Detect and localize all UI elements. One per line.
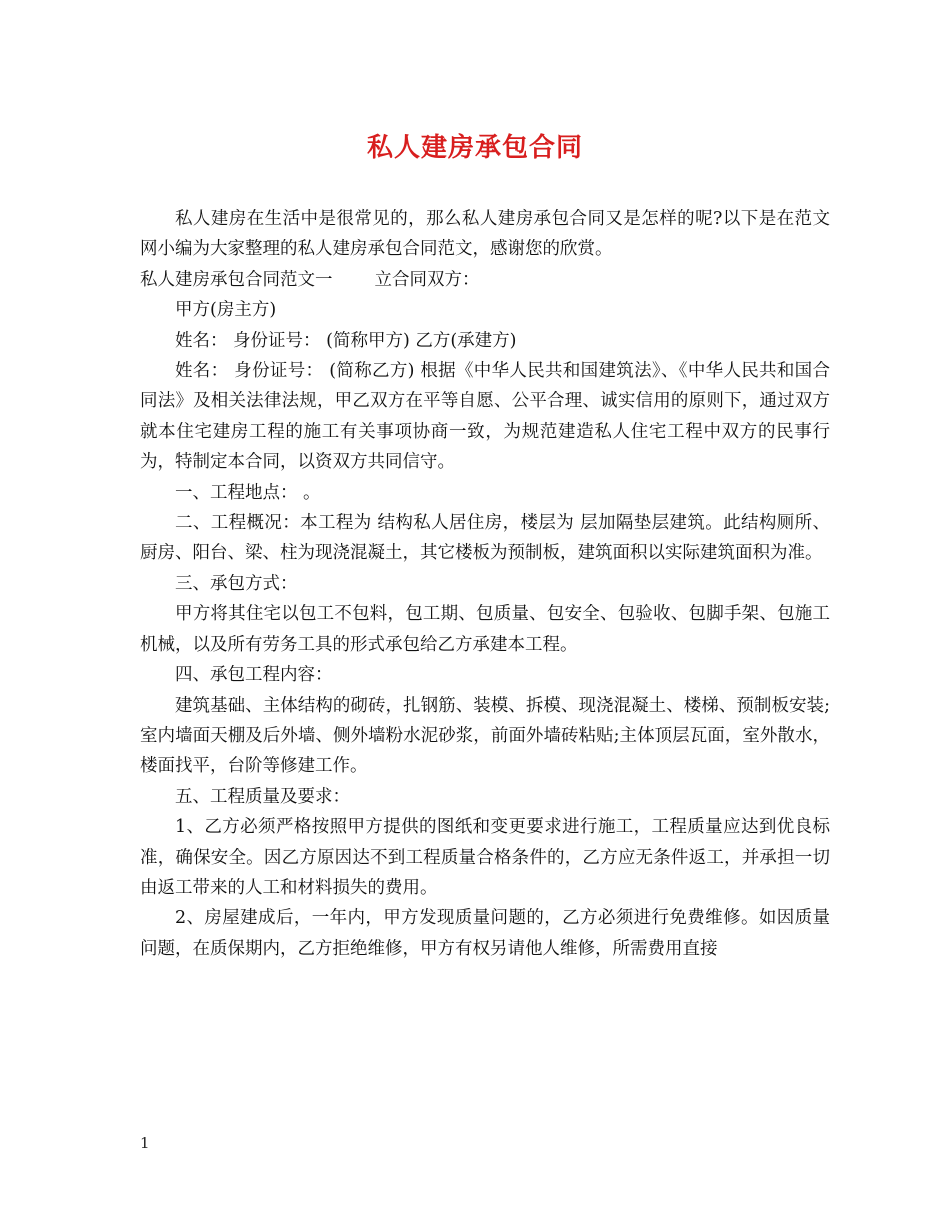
section-5-item-2: 2、房屋建成后，一年内，甲方发现质量问题的，乙方必须进行免费维修。如因质量问题，在质保期内，乙方拒绝维修，甲方有权另请他人维修，所需费用直接 — [140, 908, 830, 959]
party-b-fields: 姓名： 身份证号： (简称乙方) 根据《中华人民共和国建筑法》、《中华人民共和国合同法》及相关法律法规，甲乙双方在平等自愿、公平合理、诚实信用的原则下，通过双方就本住宅建房工程的施工有关事项协商一致，为规范建造私人住宅工程中双方的民事行为，特制定本合同，以资双方共同信守。 — [140, 361, 830, 473]
sample-heading: 私人建房承包合同范文一 — [140, 269, 333, 290]
intro-paragraph: 私人建房在生活中是很常见的，那么私人建房承包合同又是怎样的呢?以下是在范文网小编为大家整理的私人建房承包合同范文，感谢您的欣赏。 — [140, 209, 830, 260]
section-3-body: 甲方将其住宅以包工不包料，包工期、包质量、包安全、包验收、包脚手架、包施工机械，以及所有劳务工具的形式承包给乙方承建本工程。 — [140, 604, 830, 655]
section-5-heading: 五、工程质量及要求： — [175, 786, 350, 807]
party-a-label: 甲方(房主方) — [175, 300, 277, 321]
section-5-item-1: 1、乙方必须严格按照甲方提供的图纸和变更要求进行施工，工程质量应达到优良标准，确保安全。因乙方原因达不到工程质量合格条件的，乙方应无条件返工，并承担一切由返工带来的人工和材料损失的费用。 — [140, 817, 830, 898]
section-3-heading: 三、承包方式： — [175, 573, 298, 594]
section-2: 二、工程概况：本工程为 结构私人居住房，楼层为 层加隔垫层建筑。此结构厕所、厨房、阳台、梁、柱为现浇混凝土，其它楼板为预制板，建筑面积以实际建筑面积为准。 — [140, 513, 830, 564]
document-title: 私人建房承包合同 — [366, 133, 583, 163]
page-number: 1 — [140, 1134, 150, 1152]
party-a-fields: 姓名： 身份证号： (简称甲方) 乙方(承建方) — [175, 330, 517, 351]
parties-heading: 立合同双方： — [374, 269, 480, 290]
sample-heading-line — [140, 265, 830, 295]
document-body — [140, 204, 830, 964]
section-4-body: 建筑基础、主体结构的砌砖，扎钢筋、装模、拆模、现浇混凝土、楼梯、预制板安装;室内墙面天棚及后外墙、侧外墙粉水泥砂浆，前面外墙砖粘贴;主体顶层瓦面，室外散水，楼面找平，台阶等修建工作。 — [140, 695, 830, 777]
section-1: 一、工程地点： 。 — [175, 482, 321, 503]
section-4-heading: 四、承包工程内容： — [175, 665, 333, 686]
